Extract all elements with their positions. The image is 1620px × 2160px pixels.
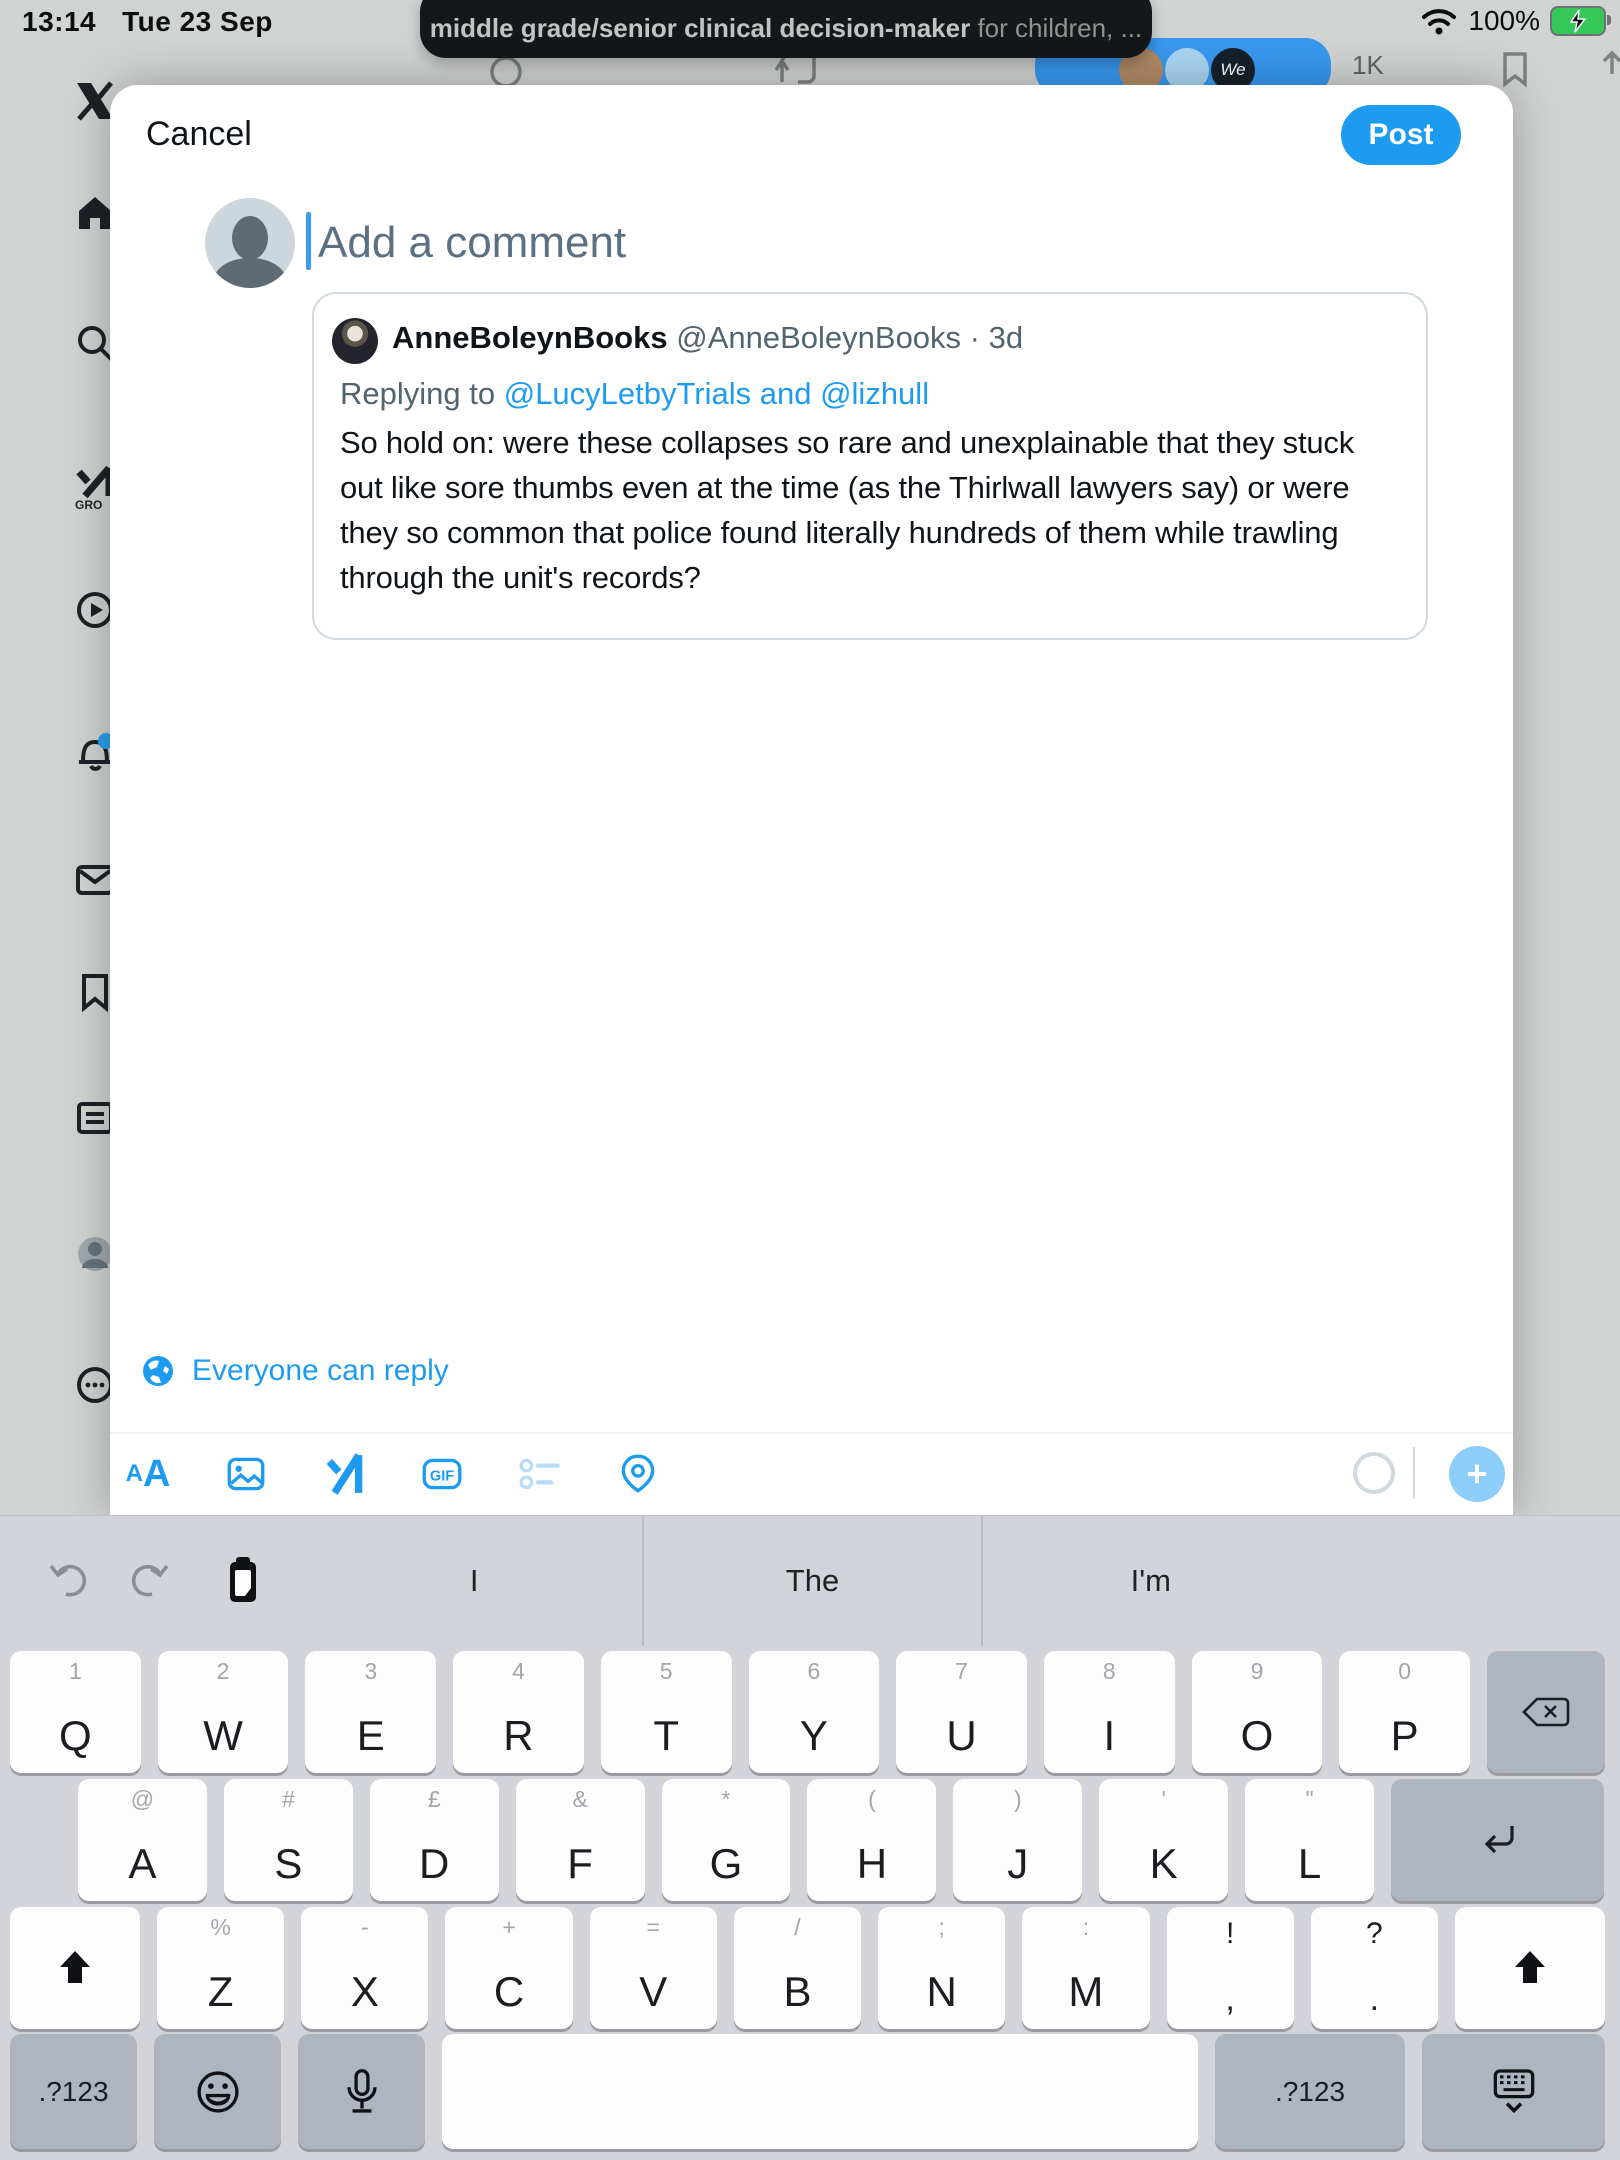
grok-attach-icon xyxy=(321,1451,367,1497)
key-exclaim-comma[interactable]: ! , xyxy=(1167,1907,1294,2029)
avatar: We xyxy=(1209,46,1257,94)
key-n[interactable]: ; N xyxy=(878,1907,1005,2029)
quoted-author: AnneBoleynBooks @AnneBoleynBooks · 3d xyxy=(392,320,1024,355)
bookmark-icon xyxy=(1497,48,1533,88)
quoted-tweet-text: So hold on: were these collapses so rare and unexplainable that they stuck out like sore thumbs even at the time (as the Thirlwall lawyers say) or were they so common that police found literally hundreds of them while trawling through the unit's records? xyxy=(340,425,1355,595)
reply-composer-modal xyxy=(110,85,1513,1515)
key-i[interactable]: 8 I xyxy=(1044,1651,1175,1773)
key-y[interactable]: 6 Y xyxy=(749,1651,880,1773)
wifi-icon xyxy=(1420,6,1458,36)
post-button[interactable]: Post xyxy=(1341,105,1461,165)
replying-to-links: @LucyLetbyTrials and @lizhull xyxy=(503,376,930,411)
quoted-tweet-card xyxy=(312,292,1428,640)
battery-percent: 100% xyxy=(1468,5,1540,36)
status-bar xyxy=(0,0,1620,44)
text-cursor xyxy=(306,212,311,270)
undo-icon[interactable] xyxy=(44,1554,94,1608)
key-s[interactable]: # S xyxy=(224,1779,353,1901)
return-icon xyxy=(1474,1816,1522,1864)
toolbar-divider xyxy=(1413,1447,1415,1499)
shift-icon xyxy=(1508,1947,1552,1989)
reply-scope-label: Everyone can reply xyxy=(192,1354,449,1387)
key-w[interactable]: 2 W xyxy=(158,1651,289,1773)
globe-icon xyxy=(140,1353,176,1389)
key-question-period[interactable]: ? . xyxy=(1311,1907,1438,2029)
key-j[interactable]: ) J xyxy=(953,1779,1082,1901)
poll-button[interactable] xyxy=(516,1448,564,1500)
location-icon xyxy=(615,1451,661,1497)
character-count-ring xyxy=(1353,1452,1395,1494)
emoji-key[interactable] xyxy=(154,2034,281,2149)
composer-avatar xyxy=(205,198,295,288)
shift-key-left[interactable] xyxy=(10,1907,140,2029)
redo-icon[interactable] xyxy=(124,1554,174,1608)
key-h[interactable]: ( H xyxy=(807,1779,936,1901)
replying-to-line: Replying to @LucyLetbyTrials and @lizhull xyxy=(340,376,930,411)
numbers-key-right[interactable]: .?123 xyxy=(1215,2034,1405,2149)
key-l[interactable]: " L xyxy=(1245,1779,1374,1901)
battery-icon xyxy=(1550,6,1606,36)
clock xyxy=(22,6,273,38)
key-o[interactable]: 9 O xyxy=(1192,1651,1323,1773)
location-button[interactable] xyxy=(614,1448,662,1500)
return-key[interactable] xyxy=(1391,1779,1604,1901)
key-f[interactable]: & F xyxy=(516,1779,645,1901)
space-key[interactable] xyxy=(442,2034,1198,2149)
numbers-key-left[interactable]: .?123 xyxy=(10,2034,137,2149)
suggestion-3[interactable]: I'm xyxy=(981,1516,1319,1646)
shift-key-right[interactable] xyxy=(1455,1907,1605,2029)
keyboard-row-2 xyxy=(78,1779,1604,1901)
key-r[interactable]: 4 R xyxy=(453,1651,584,1773)
gif-button[interactable] xyxy=(418,1448,466,1500)
banner-rest-text: for children, ... xyxy=(970,13,1143,43)
dismiss-keyboard-key[interactable] xyxy=(1422,2034,1605,2149)
comment-input[interactable]: Add a comment xyxy=(318,218,627,267)
grok-attach-button[interactable] xyxy=(320,1448,368,1500)
quoted-avatar xyxy=(332,318,378,364)
share-icon xyxy=(1594,48,1620,88)
image-button[interactable] xyxy=(222,1448,270,1500)
key-t[interactable]: 5 T xyxy=(601,1651,732,1773)
mic-icon xyxy=(336,2066,388,2118)
key-x[interactable]: - X xyxy=(301,1907,428,2029)
quoted-handle: @AnneBoleynBooks · 3d xyxy=(676,320,1024,355)
view-count: 1K xyxy=(1352,50,1384,80)
svg-text:GRO: GRO xyxy=(75,498,103,510)
add-post-button[interactable]: + xyxy=(1449,1446,1505,1502)
cancel-button[interactable]: Cancel xyxy=(146,115,252,153)
banner-bold-text: middle grade/senior clinical decision-maker xyxy=(429,13,971,43)
key-v[interactable]: = V xyxy=(590,1907,717,2029)
status-time: 13:14 xyxy=(22,6,97,37)
keyboard-row-3 xyxy=(10,1907,1605,2029)
reply-scope-button[interactable] xyxy=(140,1353,449,1389)
paste-icon[interactable] xyxy=(216,1554,272,1608)
key-z[interactable]: % Z xyxy=(157,1907,284,2029)
poll-icon xyxy=(517,1451,563,1497)
keyboard-row-4 xyxy=(10,2034,1605,2149)
keyboard-row-1 xyxy=(10,1651,1605,1773)
text-size-button[interactable]: A A xyxy=(125,1452,171,1495)
ipad-keyboard xyxy=(0,1515,1620,2160)
key-e[interactable]: 3 E xyxy=(305,1651,436,1773)
dictation-key[interactable] xyxy=(298,2034,425,2149)
keyboard-top-bar xyxy=(0,1516,1620,1646)
key-b[interactable]: / B xyxy=(734,1907,861,2029)
status-date: Tue 23 Sep xyxy=(122,6,273,37)
gif-icon xyxy=(419,1451,465,1497)
key-d[interactable]: £ D xyxy=(370,1779,499,1901)
shift-icon xyxy=(53,1947,97,1989)
composer-toolbar xyxy=(110,1432,1513,1515)
backspace-key[interactable] xyxy=(1487,1651,1605,1773)
emoji-icon xyxy=(192,2066,244,2118)
predictive-bar xyxy=(306,1516,1319,1646)
key-q[interactable]: 1 Q xyxy=(10,1651,141,1773)
image-icon xyxy=(223,1451,269,1497)
key-k[interactable]: ' K xyxy=(1099,1779,1228,1901)
key-m[interactable]: : M xyxy=(1022,1907,1149,2029)
dismiss-keyboard-icon xyxy=(1486,2064,1542,2120)
key-p[interactable]: 0 P xyxy=(1339,1651,1470,1773)
svg-text:GIF: GIF xyxy=(429,1468,455,1485)
backspace-icon xyxy=(1520,1692,1572,1732)
key-g[interactable]: * G xyxy=(662,1779,791,1901)
suggestion-1[interactable]: I xyxy=(469,1563,479,1598)
suggestion-2[interactable]: The xyxy=(642,1516,980,1646)
key-u[interactable]: 7 U xyxy=(896,1651,1027,1773)
key-a[interactable]: @ A xyxy=(78,1779,207,1901)
key-c[interactable]: + C xyxy=(445,1907,572,2029)
